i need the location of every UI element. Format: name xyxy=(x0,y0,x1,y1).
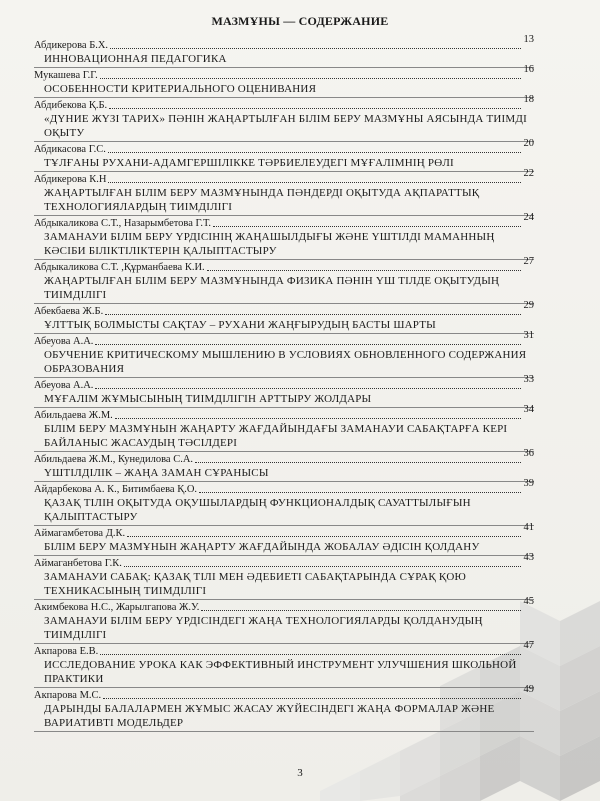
toc-author-line xyxy=(34,684,534,702)
toc-entry[interactable] xyxy=(34,374,534,408)
toc-author: Абдибекова Қ.Б. xyxy=(34,100,108,111)
toc-entry[interactable] xyxy=(34,404,534,452)
toc-author-line xyxy=(34,522,534,540)
dot-leader xyxy=(127,536,520,537)
toc-article-title: ЗАМАНАУИ БІЛІМ БЕРУ ҮРДІСІНІҢ ЖАҢАШЫЛДЫҒЫ ЖӘНЕ ҮШТІЛДІ МАМАННЫҢ КӘСІБИ БІЛІКТІЛІКТЕРІН ҚАЛЫПТАСТЫРУ xyxy=(34,230,534,260)
toc-article-title: ЖАҢАРТЫЛҒАН БІЛІМ БЕРУ МАЗМҰНЫНДА ФИЗИКА ПӘНІН ҮШ ТІЛДЕ ОҚЫТУДЫҢ ТИІМДІЛІГІ xyxy=(34,274,534,304)
toc-article-title: ЗАМАНАУИ БІЛІМ БЕРУ ҮРДІСІНДЕГІ ЖАҢА ТЕХНОЛОГИЯЛАРДЫ ҚОЛДАНУДЫҢ ТИІМДІЛІГІ xyxy=(34,614,534,644)
page-number: 3 xyxy=(297,767,303,779)
dot-leader xyxy=(207,270,521,271)
toc-page-number: 34 xyxy=(523,404,534,415)
toc-page-number: 45 xyxy=(523,596,534,607)
toc-article-title: ЖАҢАРТЫЛҒАН БІЛІМ БЕРУ МАЗМҰНЫНДА ПӘНДЕРДІ ОҚЫТУДА АҚПАРАТТЫҚ ТЕХНОЛОГИЯЛАРДЫҢ ТИІМДІЛІГІ xyxy=(34,186,534,216)
toc-author: Абеуова А.А. xyxy=(34,380,94,391)
toc-article-title: ҚАЗАҚ ТІЛІН ОҚЫТУДА ОҚУШЫЛАРДЫҢ ФУНКЦИОНАЛДЫҚ САУАТТЫЛЫҒЫН ҚАЛЫПТАСТЫРУ xyxy=(34,496,534,526)
dot-leader xyxy=(108,182,520,183)
toc-author: Абильдаева Ж.М. xyxy=(34,410,113,421)
toc-author: Айдарбекова А. К., Битимбаева Қ.О. xyxy=(34,484,198,495)
toc-article-title: ОСОБЕННОСТИ КРИТЕРИАЛЬНОГО ОЦЕНИВАНИЯ xyxy=(34,82,534,98)
toc-author-line xyxy=(34,404,534,422)
dot-leader xyxy=(213,226,520,227)
toc-article-title: ҰЛТТЫҚ БОЛМЫСТЫ САҚТАУ – РУХАНИ ЖАҢҒЫРУДЫҢ БАСТЫ ШАРТЫ xyxy=(34,318,534,334)
toc-entry[interactable] xyxy=(34,640,534,688)
toc-entry[interactable] xyxy=(34,330,534,378)
toc-article-title: ЗАМАНАУИ САБАҚ: ҚАЗАҚ ТІЛІ МЕН ӘДЕБИЕТІ САБАҚТАРЫНДА СҰРАҚ ҚОЮ ТЕХНИКАСЫНЫҢ ТИІМДІЛІГІ xyxy=(34,570,534,600)
toc-entry[interactable] xyxy=(34,138,534,172)
toc-page-number: 31 xyxy=(523,330,534,341)
toc-entry[interactable] xyxy=(34,552,534,600)
toc-author-line xyxy=(34,64,534,82)
dot-leader xyxy=(108,152,521,153)
toc-author-line xyxy=(34,552,534,570)
dot-leader xyxy=(110,48,520,49)
dot-leader xyxy=(115,418,521,419)
toc-author: Абильдаева Ж.М., Кунедилова С.А. xyxy=(34,454,194,465)
toc-author: Акпарова Е.В. xyxy=(34,646,99,657)
toc-entry[interactable] xyxy=(34,212,534,260)
toc-author-line xyxy=(34,478,534,496)
toc-author-line xyxy=(34,596,534,614)
dot-leader xyxy=(201,610,520,611)
toc-article-title: ОБУЧЕНИЕ КРИТИЧЕСКОМУ МЫШЛЕНИЮ В УСЛОВИЯХ ОБНОВЛЕННОГО СОДЕРЖАНИЯ ОБРАЗОВАНИЯ xyxy=(34,348,534,378)
dot-leader xyxy=(195,462,520,463)
toc-page-number: 22 xyxy=(523,168,534,179)
toc-article-title: ТҰЛҒАНЫ РУХАНИ-АДАМГЕРШІЛІККЕ ТӘРБИЕЛЕУДЕГІ МҰҒАЛІМНІҢ РӨЛІ xyxy=(34,156,534,172)
toc-page-number: 49 xyxy=(523,684,534,695)
toc-author: Абеуова А.А. xyxy=(34,336,94,347)
toc-entry[interactable] xyxy=(34,34,534,68)
toc-author: Абдикасова Г.С. xyxy=(34,144,106,155)
dot-leader xyxy=(100,654,520,655)
toc-author: Абекбаева Ж.Б. xyxy=(34,306,104,317)
toc-page-number: 27 xyxy=(523,256,534,267)
toc-entry[interactable] xyxy=(34,478,534,526)
toc-entry[interactable] xyxy=(34,168,534,216)
toc-article-title: ИННОВАЦИОННАЯ ПЕДАГОГИКА xyxy=(34,52,534,68)
toc-author: Аймагамбетова Д.К. xyxy=(34,528,126,539)
dot-leader xyxy=(95,388,520,389)
toc-entry[interactable] xyxy=(34,448,534,482)
toc-page-number: 29 xyxy=(523,300,534,311)
toc-article-title: ҮШТІЛДІЛІК – ЖАҢА ЗАМАН СҰРАНЫСЫ xyxy=(34,466,534,482)
toc-author-line xyxy=(34,168,534,186)
dot-leader xyxy=(100,78,521,79)
toc-page-number: 18 xyxy=(523,94,534,105)
toc-author: Акпарова М.С. xyxy=(34,690,102,701)
dot-leader xyxy=(105,314,520,315)
table-of-contents xyxy=(34,34,534,732)
toc-author-line xyxy=(34,212,534,230)
toc-author: Аймаганбетова Г.К. xyxy=(34,558,122,569)
dot-leader xyxy=(124,566,521,567)
dot-leader xyxy=(199,492,520,493)
page-title: МАЗМҰНЫ — СОДЕРЖАНИЕ xyxy=(211,14,389,28)
toc-author: Абдикерова К.Н xyxy=(34,174,107,185)
toc-author-line xyxy=(34,300,534,318)
toc-page-number: 20 xyxy=(523,138,534,149)
toc-author: Абдыкаликова С.Т., Назарымбетова Г.Т. xyxy=(34,218,212,229)
toc-article-title: ДАРЫНДЫ БАЛАЛАРМЕН ЖҰМЫС ЖАСАУ ЖҮЙЕСІНДЕГІ ЖАҢА ФОРМАЛАР ЖӘНЕ ВАРИАТИВТІ МОДЕЛЬДЕР xyxy=(34,702,534,732)
dot-leader xyxy=(95,344,520,345)
toc-author-line xyxy=(34,138,534,156)
toc-entry[interactable] xyxy=(34,94,534,142)
toc-page-number: 43 xyxy=(523,552,534,563)
toc-author-line xyxy=(34,448,534,466)
toc-article-title: ИССЛЕДОВАНИЕ УРОКА КАК ЭФФЕКТИВНЫЙ ИНСТРУМЕНТ УЛУЧШЕНИЯ ШКОЛЬНОЙ ПРАКТИКИ xyxy=(34,658,534,688)
toc-article-title: БІЛІМ БЕРУ МАЗМҰНЫН ЖАҢАРТУ ЖАҒДАЙЫНДА ЖОБАЛАУ ӘДІСІН ҚОЛДАНУ xyxy=(34,540,534,556)
toc-author: Мукашева Г.Г. xyxy=(34,70,98,81)
toc-entry[interactable] xyxy=(34,300,534,334)
toc-page-number: 13 xyxy=(523,34,534,45)
toc-article-title: МҰҒАЛІМ ЖҰМЫСЫНЫҢ ТИІМДІЛІГІН АРТТЫРУ ЖОЛДАРЫ xyxy=(34,392,534,408)
toc-page-number: 41 xyxy=(523,522,534,533)
toc-entry[interactable] xyxy=(34,64,534,98)
toc-page-number: 24 xyxy=(523,212,534,223)
toc-entry[interactable] xyxy=(34,256,534,304)
toc-author-line xyxy=(34,640,534,658)
toc-author: Абдикерова Б.Х. xyxy=(34,40,109,51)
toc-author-line xyxy=(34,94,534,112)
toc-author-line xyxy=(34,330,534,348)
toc-author-line xyxy=(34,256,534,274)
toc-author: Акимбекова Н.С., Жарылгапова Ж.У. xyxy=(34,602,200,613)
toc-entry[interactable] xyxy=(34,596,534,644)
toc-author-line xyxy=(34,34,534,52)
toc-entry[interactable] xyxy=(34,684,534,732)
toc-page-number: 39 xyxy=(523,478,534,489)
dot-leader xyxy=(103,698,520,699)
toc-article-title: «ДҮНИЕ ЖҮЗІ ТАРИХ» ПӘНІН ЖАҢАРТЫЛҒАН БІЛІМ БЕРУ МАЗМҰНЫ АЯСЫНДА ТИІМДІ ОҚЫТУ xyxy=(34,112,534,142)
toc-page-number: 33 xyxy=(523,374,534,385)
toc-page-number: 47 xyxy=(523,640,534,651)
toc-author: Абдыкаликова С.Т. ,Құрманбаева К.И. xyxy=(34,262,205,273)
toc-page-number: 16 xyxy=(523,64,534,75)
toc-article-title: БІЛІМ БЕРУ МАЗМҰНЫН ЖАҢАРТУ ЖАҒДАЙЫНДАҒЫ ЗАМАНАУИ САБАҚТАРҒА КЕРІ БАЙЛАНЫС ЖАСАУДЫҢ ТӘСІЛДЕРІ xyxy=(34,422,534,452)
toc-author-line xyxy=(34,374,534,392)
toc-entry[interactable] xyxy=(34,522,534,556)
toc-page-number: 36 xyxy=(523,448,534,459)
dot-leader xyxy=(109,108,520,109)
